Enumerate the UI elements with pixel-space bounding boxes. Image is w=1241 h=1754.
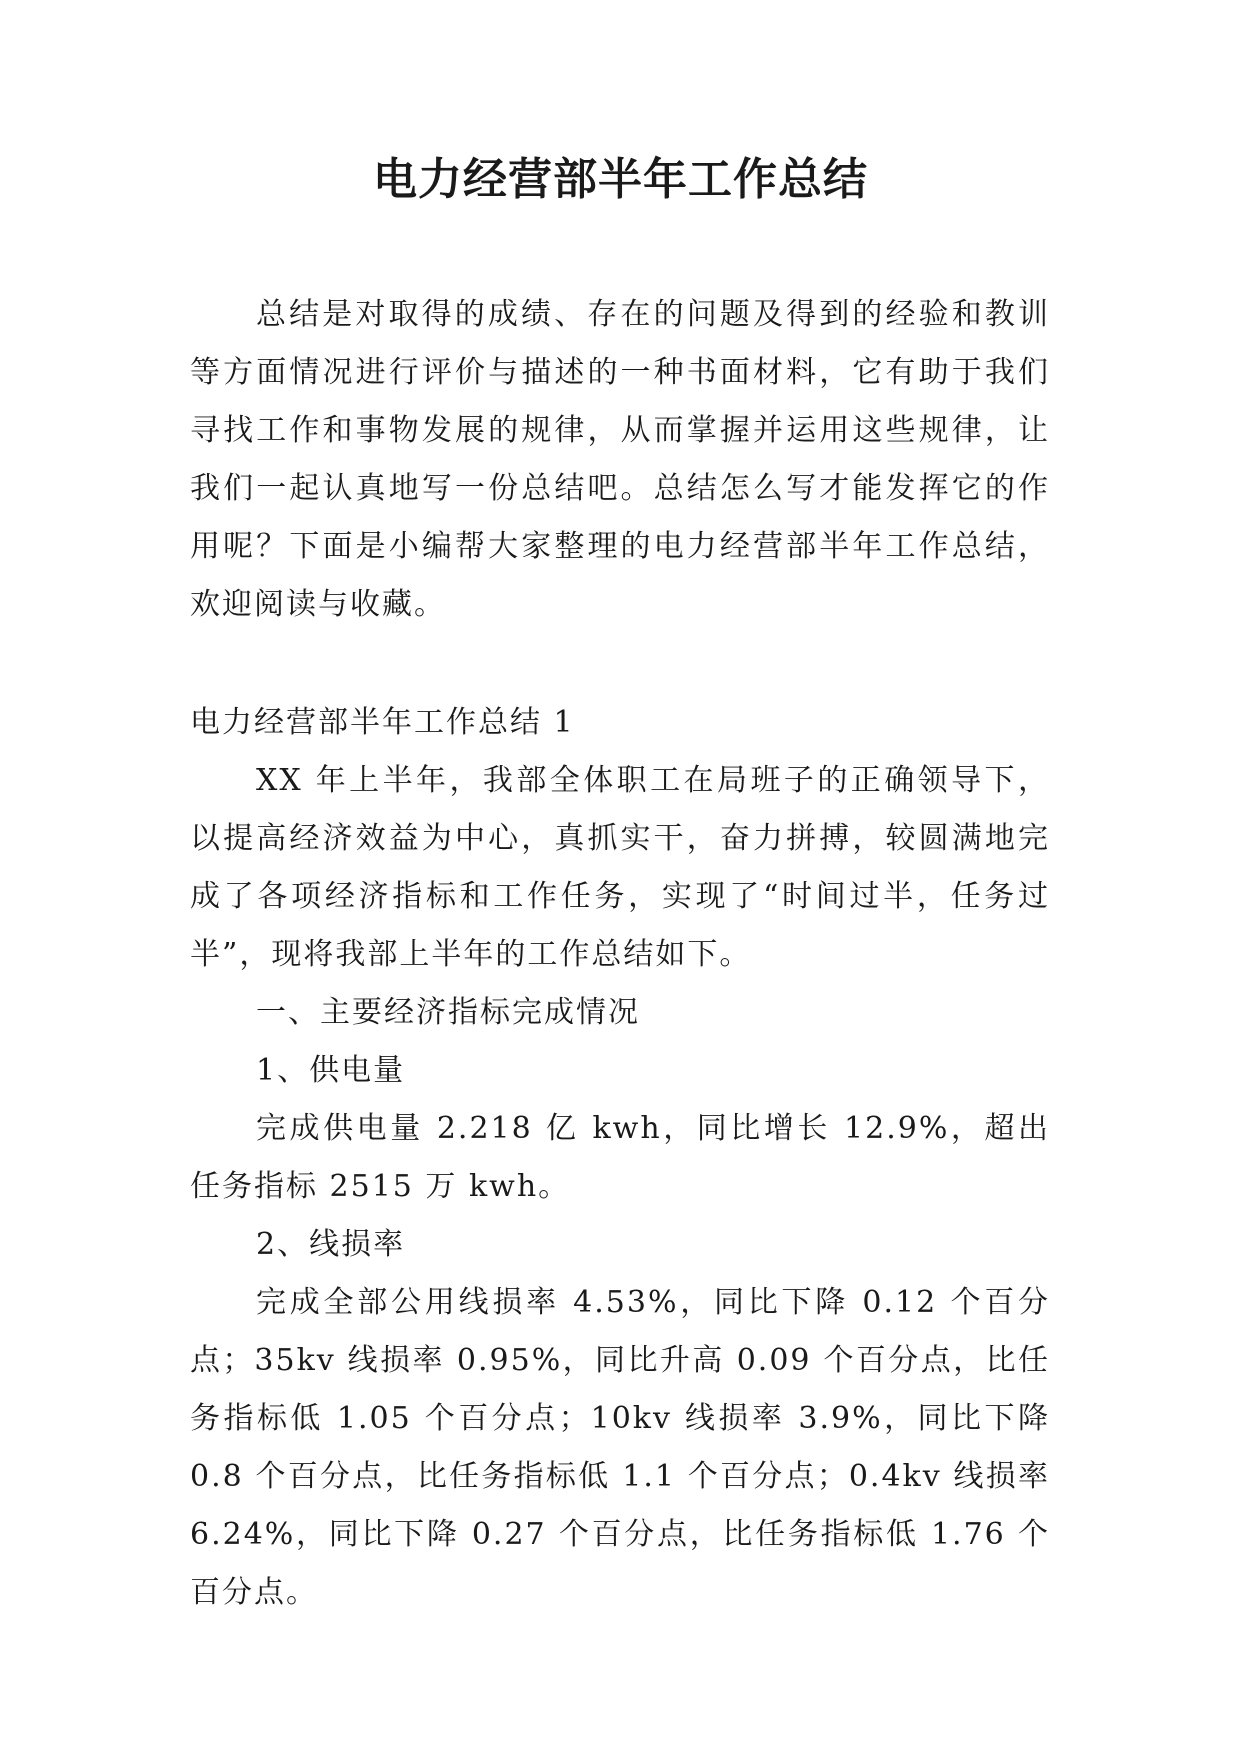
document-title: 电力经营部半年工作总结 bbox=[373, 154, 868, 205]
line-loss-paragraph: 完成全部公用线损率 4.53%，同比下降 0.12 个百分点；35kv 线损率 0.95%，同比升高 0.09 个百分点，比任务指标低 1.05 个百分点；10kv 线损率 3.9%，同比下降 0.8 个百分点，比任务指标低 1.1 个百分点；0.4kv 线损率 6.24%，同比下降 0.27 个百分点，比任务指标低 1.76 个百分点。 bbox=[190, 1285, 1050, 1610]
heading-line-loss: 2、线损率 bbox=[256, 1227, 406, 1262]
intro-paragraph: 总结是对取得的成绩、存在的问题及得到的经验和教训等方面情况进行评价与描述的一种书面材料，它有助于我们寻找工作和事物发展的规律，从而掌握并运用这些规律，让我们一起认真地写一份总结吧。总结怎么写才能发挥它的作用呢？下面是小编帮大家整理的电力经营部半年工作总结，欢迎阅读与收藏。 bbox=[190, 297, 1050, 622]
summary-paragraph: XX 年上半年，我部全体职工在局班子的正确领导下，以提高经济效益为中心，真抓实干，奋力拼搏，较圆满地完成了各项经济指标和工作任务，实现了“时间过半，任务过半”，现将我部上半年的工作总结如下。 bbox=[190, 763, 1050, 972]
section-subtitle: 电力经营部半年工作总结 1 bbox=[190, 705, 575, 740]
heading-main-indicators: 一、主要经济指标完成情况 bbox=[256, 995, 640, 1030]
heading-power-supply: 1、供电量 bbox=[256, 1053, 406, 1088]
power-supply-paragraph: 完成供电量 2.218 亿 kwh，同比增长 12.9%，超出任务指标 2515 万 kwh。 bbox=[190, 1111, 1050, 1204]
section-body bbox=[190, 752, 1050, 1622]
